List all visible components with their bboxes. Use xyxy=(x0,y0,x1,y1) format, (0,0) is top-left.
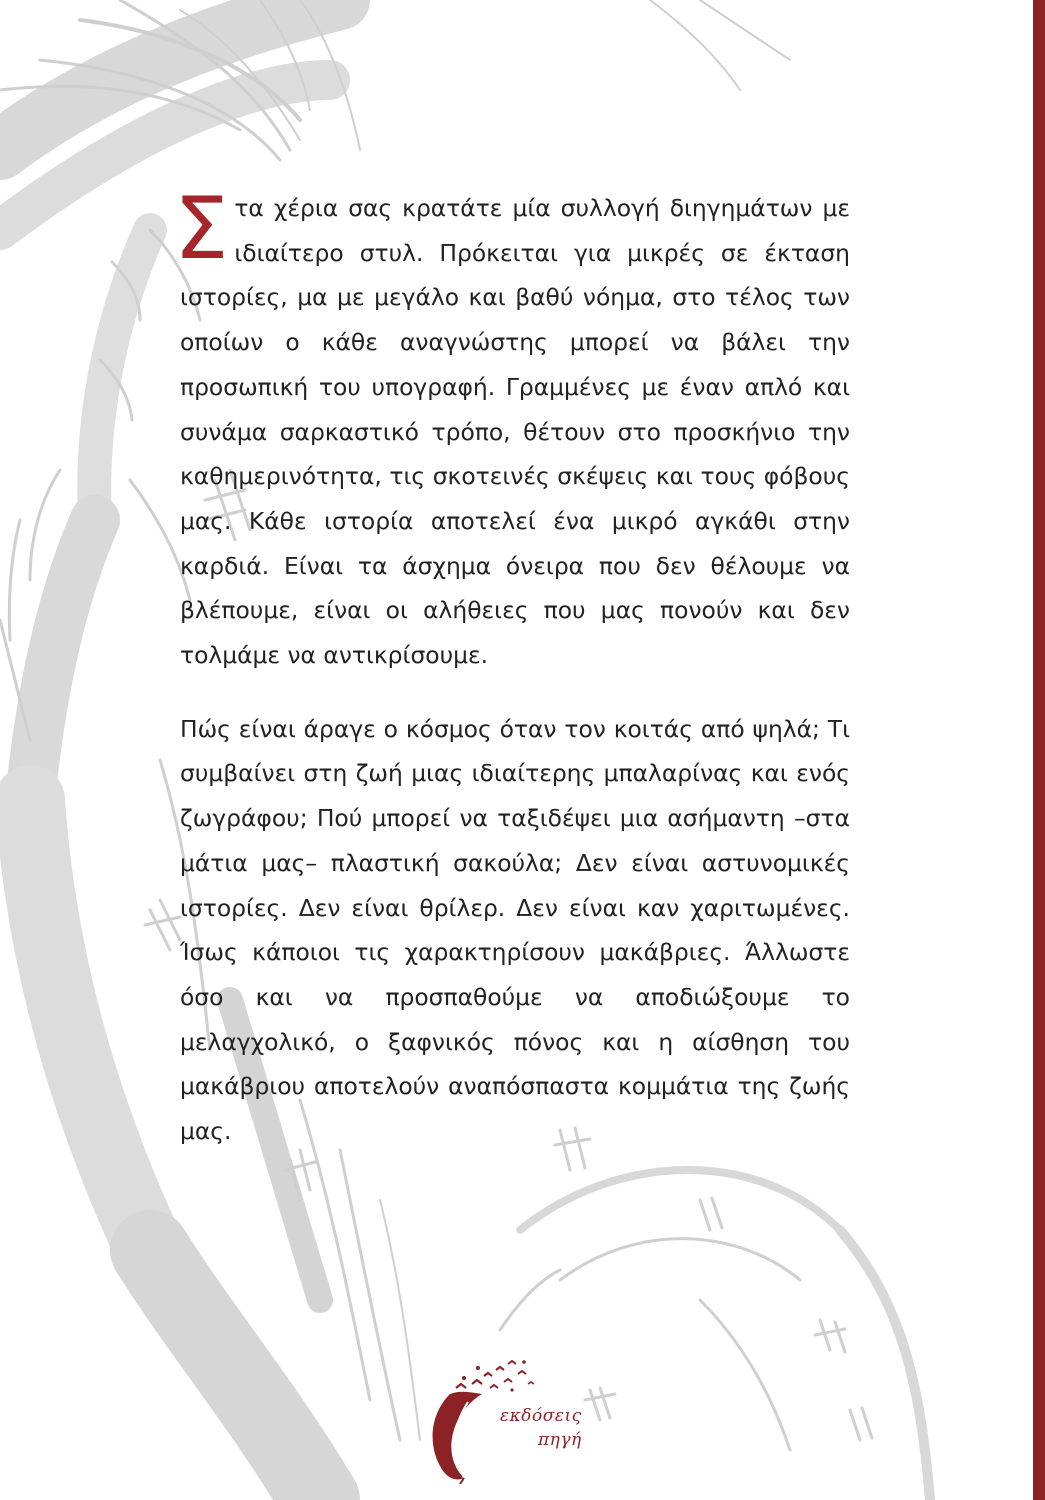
paragraph-1 xyxy=(174,179,850,678)
publisher-name-line1: εκδόσεις xyxy=(500,1406,582,1426)
back-cover-text xyxy=(174,179,850,1154)
publisher-name-line2: πηγή xyxy=(538,1430,582,1450)
paragraph-2-text: Πώς είναι άραγε ο κόσμος όταν τον κοιτάς από ψηλά; Τι συμβαίνει στη ζωή μιας ιδιαίτερης μπαλαρίνας και ενός ζωγράφου; Πού μπορεί να ταξιδέψει μια ασήμαντη –στα μάτια μας– πλαστική σακούλα; Δεν είναι αστυνομικές ιστορίες. Δεν είναι θρίλερ. Δεν είναι καν χαριτωμένες. Ίσως κάποιοι τις χαρακτηρίσουν μακάβριες. Άλλωστε όσο και να προσπαθούμε να αποδιώξουμε το μελαγχολικό, ο ξαφνικός πόνος και η αίσθηση του μακάβριου αποτελούν αναπόσπαστα κομμάτια της ζωής μας. xyxy=(180,714,850,1146)
publisher-logo xyxy=(420,1354,630,1484)
paragraph-1-text: τα χέρια σας κρατάτε μία συλλογή διηγημάτων με ιδιαίτερο στυλ. Πρόκειται για μικρές σε έκταση ιστορίες, μα με μεγάλο και βαθύ νόημα, στο τέλος των οποίων ο κάθε αναγνώστης μπορεί να βάλει την προσωπική του υπογραφή. Γραμμένες με έναν απλό και συνάμα σαρκαστικό τρόπο, θέτουν στο προσκήνιο την καθημερινότητα, τις σκοτεινές σκέψεις και τους φόβους μας. Κάθε ιστορία αποτελεί ένα μικρό αγκάθι στην καρδιά. Είναι τα άσχημα όνειρα που δεν θέλουμε να βλέπουμε, είναι οι αλήθειες που μας πονούν και δεν τολμάμε να αντικρίσουμε. xyxy=(180,194,850,670)
paragraph-2 xyxy=(180,707,850,1154)
dropcap-letter: Σ xyxy=(174,179,229,279)
right-edge-band xyxy=(1033,0,1045,1500)
